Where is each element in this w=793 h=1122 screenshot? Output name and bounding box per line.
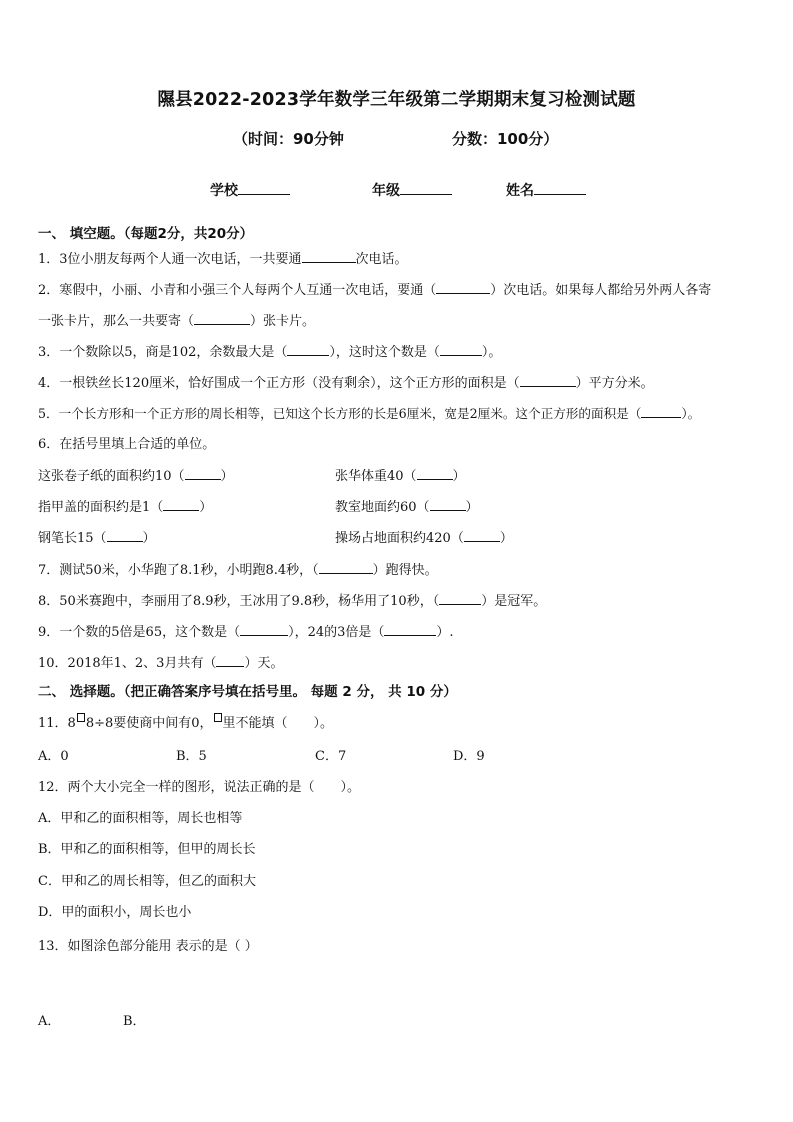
question-6-item: 张华体重40（ ） (335, 469, 466, 484)
question-7: 7．测试50米，小华跑了8.1秒，小明跑8.4秒，（ ）跑得快。 (38, 563, 438, 578)
section-1-heading: 一、 填空题。（每题2分，共20分） (38, 226, 254, 242)
question-6-item: 操场占地面积约420（ ） (335, 531, 513, 546)
answer-blank[interactable] (520, 374, 576, 387)
school-field[interactable] (210, 180, 290, 200)
name-blank[interactable] (534, 180, 586, 195)
question-11: 11．8 8÷8要使商中间有0， 里不能填（ ）。 (38, 713, 333, 733)
answer-blank[interactable] (287, 343, 329, 356)
question-13: 13．如图涂色部分能用 表示的是（ ） (38, 939, 258, 954)
name-field[interactable] (506, 180, 586, 200)
grade-blank[interactable] (400, 180, 452, 195)
exam-time: （时间：90分钟 (233, 130, 344, 148)
answer-blank[interactable] (185, 467, 221, 480)
box-placeholder-icon (214, 713, 222, 722)
name-label: 姓名 (506, 183, 534, 199)
q12-option-c[interactable]: C．甲和乙的周长相等，但乙的面积大 (38, 874, 256, 889)
question-9: 9．一个数的5倍是65，这个数是（ ），24的3倍是（ ）. (38, 625, 454, 640)
answer-blank[interactable] (440, 343, 482, 356)
grade-field[interactable] (372, 180, 452, 200)
school-label: 学校 (210, 183, 238, 199)
question-5: 5．一个长方形和一个正方形的周长相等，已知这个长方形的长是6厘米，宽是2厘米。这个正方形的面积是（ ）。 (38, 406, 701, 421)
answer-blank[interactable] (464, 529, 500, 542)
q12-option-b[interactable]: B．甲和乙的面积相等，但甲的周长长 (38, 842, 256, 857)
q11-option-b[interactable]: B．5 (176, 749, 207, 764)
question-4: 4．一根铁丝长120厘米，恰好围成一个正方形（没有剩余），这个正方形的面积是（ ）平方分米。 (38, 376, 654, 391)
question-1: 1．3位小朋友每两个人通一次电话，一共要通 次电话。 (38, 252, 408, 267)
section-2-heading: 二、 选择题。（把正确答案序号填在括号里。 每题 2 分， 共 10 分） (38, 684, 457, 700)
box-placeholder-icon (77, 713, 85, 722)
answer-blank[interactable] (107, 529, 143, 542)
answer-blank[interactable] (319, 561, 373, 574)
question-8: 8．50米赛跑中，李丽用了8.9秒，王冰用了9.8秒，杨华用了10秒，（ ）是冠军。 (38, 594, 547, 609)
grade-label: 年级 (372, 183, 400, 199)
answer-blank[interactable] (302, 250, 356, 263)
exam-title: 隰县2022-2023学年数学三年级第二学期期末复习检测试题 (157, 90, 636, 110)
q13-option-b[interactable]: B． (123, 1014, 146, 1029)
question-3: 3．一个数除以5，商是102，余数最大是（ ），这时这个数是（ ）。 (38, 345, 502, 360)
answer-blank[interactable] (194, 312, 250, 325)
answer-blank[interactable] (384, 623, 436, 636)
question-2-line-2: 一张卡片，那么一共要寄（ ）张卡片。 (38, 314, 316, 329)
q12-option-a[interactable]: A．甲和乙的面积相等，周长也相等 (38, 811, 243, 826)
answer-blank[interactable] (216, 654, 244, 667)
exam-score: 分数：100分） (452, 130, 559, 148)
answer-blank[interactable] (240, 623, 288, 636)
q11-option-c[interactable]: C．7 (315, 749, 347, 764)
q12-option-d[interactable]: D．甲的面积小，周长也小 (38, 905, 192, 920)
question-12: 12．两个大小完全一样的图形，说法正确的是（ ）。 (38, 780, 361, 795)
answer-blank[interactable] (439, 592, 481, 605)
answer-blank[interactable] (163, 498, 199, 511)
question-6-stem: 6．在括号里填上合适的单位。 (38, 437, 216, 452)
answer-blank[interactable] (436, 281, 490, 294)
question-6-item: 指甲盖的面积约是1（ ） (38, 500, 213, 515)
answer-blank[interactable] (417, 467, 453, 480)
answer-blank[interactable] (430, 498, 466, 511)
question-2-line-1: 2．寒假中，小丽、小青和小强三个人每两个人互通一次电话，要通（ ）次电话。如果每人都给另外两人各寄 (38, 283, 712, 298)
question-10: 10．2018年1、2、3月共有（ ）天。 (38, 656, 284, 671)
question-6-item: 这张卷子纸的面积约10（ ） (38, 469, 234, 484)
answer-blank[interactable] (641, 405, 681, 418)
q11-option-d[interactable]: D．9 (453, 749, 485, 764)
q11-option-a[interactable]: A．0 (38, 749, 69, 764)
school-blank[interactable] (238, 180, 290, 195)
q13-option-a[interactable]: A． (38, 1014, 61, 1029)
question-6-item: 钢笔长15（ ） (38, 531, 156, 546)
question-6-item: 教室地面约60（ ） (335, 500, 479, 515)
